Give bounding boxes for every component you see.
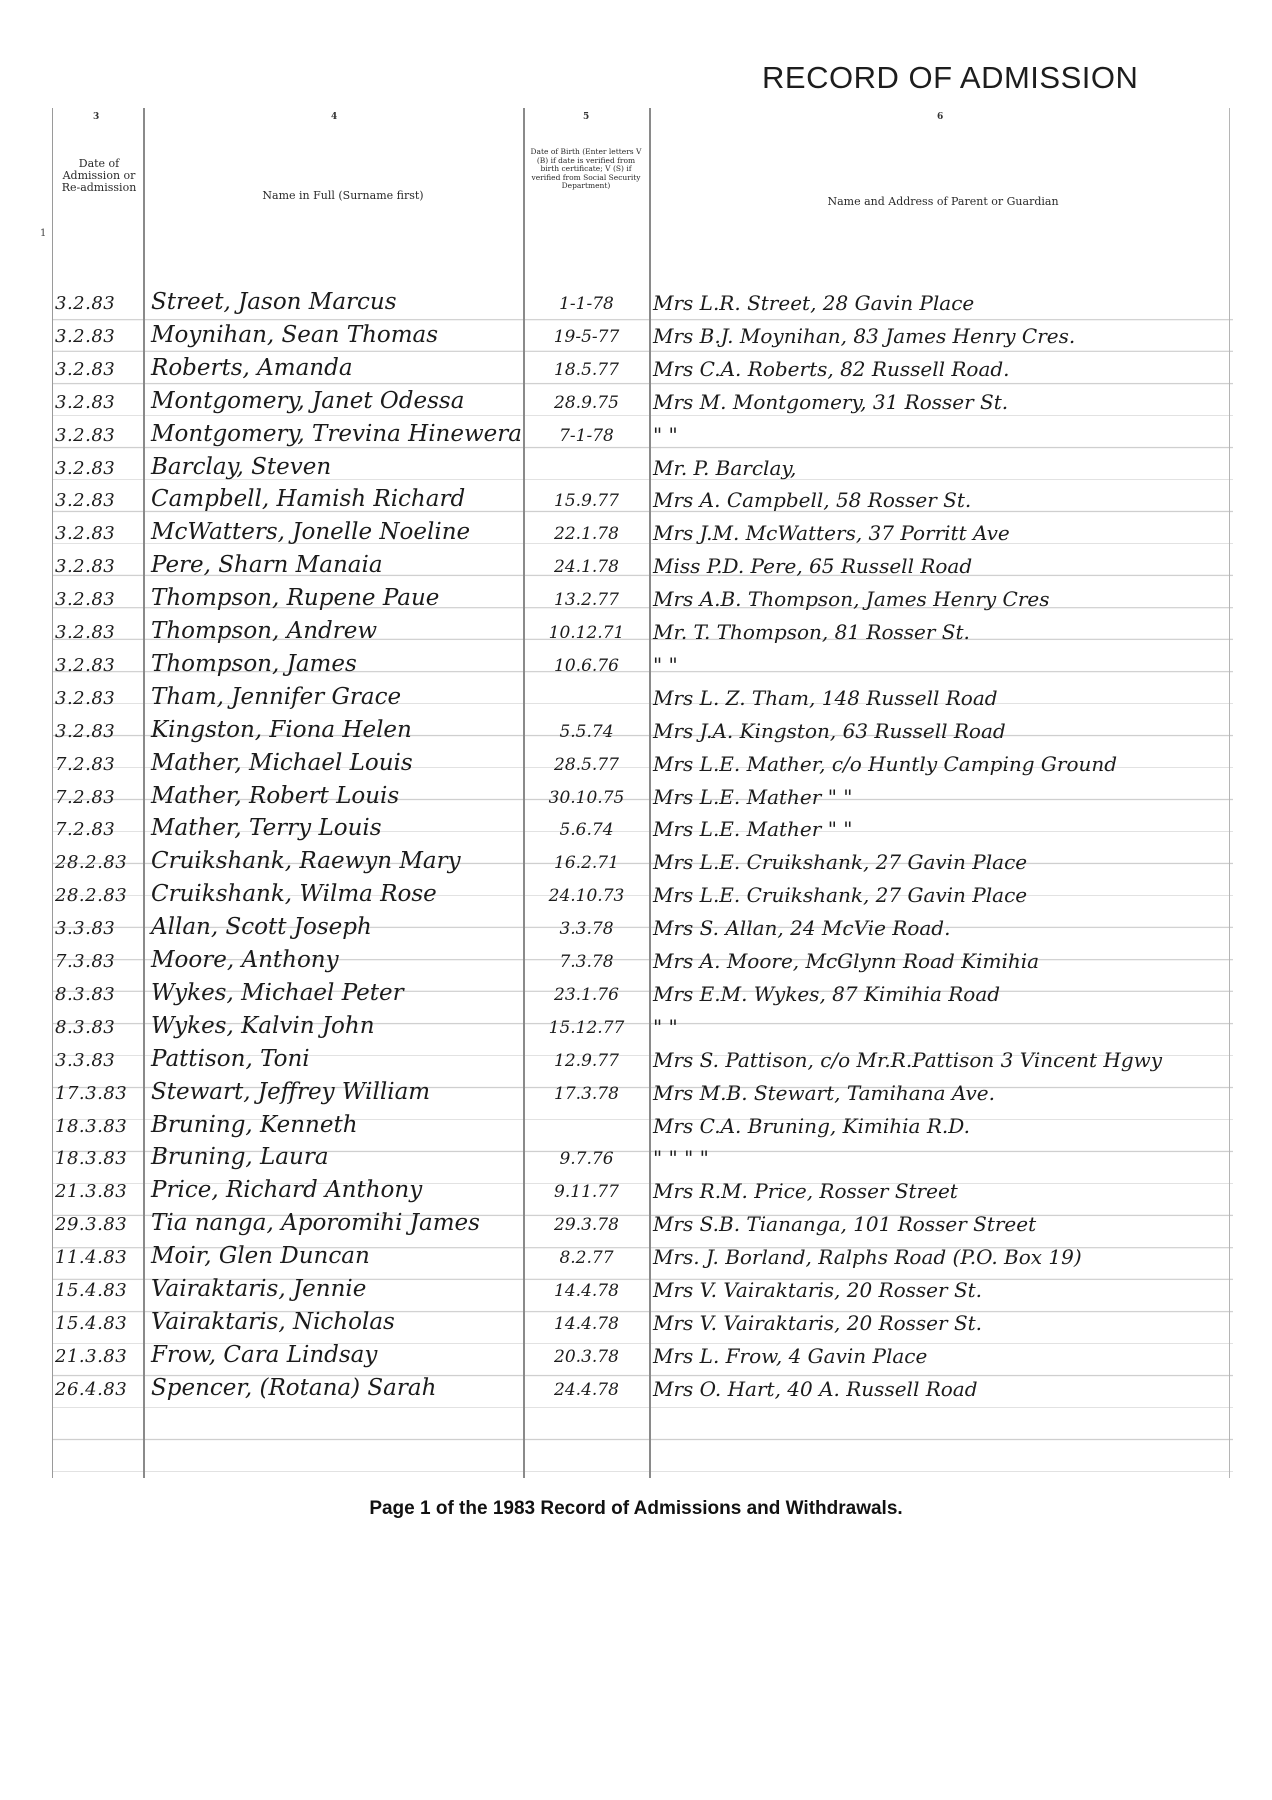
admission-date: 3.2.83 [55, 457, 116, 479]
student-name: Mather, Robert Louis [151, 782, 400, 809]
admission-date: 21.3.83 [55, 1181, 128, 1203]
admission-date: 3.2.83 [55, 490, 116, 512]
student-name: Price, Richard Anthony [151, 1177, 423, 1204]
student-name: Stewart, Jeffrey William [151, 1078, 431, 1105]
parent-guardian: Mrs M.B. Stewart, Tamihana Ave. [653, 1080, 996, 1105]
parent-guardian: Mrs V. Vairaktaris, 20 Rosser St. [653, 1310, 983, 1335]
column-number: 4 [331, 112, 338, 122]
admission-date: 28.2.83 [55, 852, 128, 874]
parent-guardian: Mrs A. Moore, McGlynn Road Kimihia [653, 949, 1040, 973]
table-row [53, 485, 1233, 518]
parent-guardian: " " [653, 1014, 678, 1039]
admission-date: 3.2.83 [55, 424, 116, 446]
student-name: Mather, Terry Louis [151, 815, 382, 842]
parent-guardian: Mrs J.M. McWatters, 37 Porritt Ave [653, 521, 1010, 546]
page-caption: Page 1 of the 1983 Record of Admissions and Withdrawals. [369, 1498, 903, 1519]
student-name: Vairaktaris, Jennie [151, 1276, 367, 1302]
admission-date: 26.4.83 [55, 1378, 128, 1400]
table-row [53, 650, 1233, 683]
admission-date: 3.2.83 [55, 556, 116, 578]
column-number: 5 [583, 112, 590, 122]
parent-guardian: Mrs L.E. Mather " " [653, 817, 853, 842]
student-name: Kingston, Fiona Helen [151, 716, 412, 743]
date-of-birth: 19-5-77 [553, 326, 620, 347]
student-name: Wykes, Kalvin John [151, 1012, 375, 1039]
parent-guardian: Mrs A. Campbell, 58 Rosser St. [653, 488, 972, 513]
date-of-birth: 20.3.78 [554, 1346, 619, 1367]
parent-guardian: Mrs L.E. Cruikshank, 27 Gavin Place [653, 850, 1028, 875]
date-of-birth: 15.9.77 [554, 491, 619, 512]
table-row [53, 782, 1233, 815]
table-row [53, 321, 1233, 354]
date-of-birth: 9.11.77 [554, 1182, 619, 1203]
table-row [53, 1374, 1233, 1407]
date-of-birth: 12.9.77 [554, 1050, 619, 1071]
admission-date: 3.3.83 [55, 918, 116, 940]
date-of-birth: 28.5.77 [554, 754, 619, 775]
date-of-birth: 14.4.78 [554, 1313, 619, 1334]
date-of-birth: 29.3.78 [554, 1215, 619, 1236]
admission-date: 11.4.83 [55, 1247, 128, 1269]
student-name: McWatters, Jonelle Noeline [151, 519, 471, 546]
parent-guardian: Mrs S. Pattison, c/o Mr.R.Pattison 3 Vincent Hgwy [653, 1047, 1163, 1072]
student-name: Moore, Anthony [151, 947, 339, 973]
student-name: Allan, Scott Joseph [151, 914, 372, 941]
table-row [53, 979, 1233, 1012]
date-of-birth: 22.1.78 [554, 524, 619, 545]
date-of-birth: 28.9.75 [554, 392, 619, 413]
admission-date: 3.2.83 [55, 325, 116, 347]
student-name: Vairaktaris, Nicholas [151, 1308, 395, 1335]
parent-guardian: " " [653, 422, 678, 447]
date-of-birth: 15.12.77 [548, 1017, 625, 1038]
student-name: Barclay, Steven [151, 453, 332, 480]
student-name: Tham, Jennifer Grace [151, 683, 402, 710]
table-row [53, 288, 1233, 321]
table-row [53, 387, 1233, 420]
table-row [53, 847, 1233, 880]
student-name: Tia nanga, Aporomihi James [151, 1210, 480, 1237]
date-of-birth: 14.4.78 [554, 1281, 619, 1301]
student-name: Street, Jason Marcus [151, 289, 397, 315]
table-row [53, 1111, 1233, 1144]
parent-guardian: Mrs R.M. Price, Rosser Street [653, 1179, 958, 1204]
parent-guardian: Mr. P. Barclay, [653, 455, 797, 480]
parent-guardian: " " " " [653, 1146, 709, 1171]
table-row [53, 1143, 1233, 1176]
admission-date: 8.3.83 [55, 983, 116, 1005]
date-of-birth: 18.5.77 [554, 359, 619, 380]
date-of-birth: 13.2.77 [554, 590, 619, 611]
parent-guardian: Mrs B.J. Moynihan, 83 James Henry Cres. [653, 323, 1076, 348]
admission-register [52, 108, 1233, 1478]
date-of-birth: 5.6.74 [559, 820, 614, 841]
student-name: Bruning, Kenneth [151, 1111, 358, 1138]
admission-date: 18.3.83 [55, 1115, 128, 1137]
parent-guardian: Mrs L. Z. Tham, 148 Russell Road [653, 685, 998, 710]
table-row [53, 880, 1233, 913]
parent-guardian: Mrs V. Vairaktaris, 20 Rosser St. [653, 1278, 983, 1302]
date-of-birth: 7.3.78 [559, 952, 614, 972]
admission-date: 3.3.83 [55, 1049, 116, 1071]
table-row [53, 584, 1233, 617]
admission-date: 15.4.83 [55, 1312, 128, 1334]
column-header-parent: Name and Address of Parent or Guardian [827, 195, 1059, 208]
student-name: Pattison, Toni [151, 1045, 310, 1072]
admission-date: 21.3.83 [55, 1345, 128, 1367]
parent-guardian: " " [653, 652, 678, 677]
parent-guardian: Mrs S. Allan, 24 McVie Road. [653, 916, 951, 941]
admission-date: 3.2.83 [55, 293, 116, 314]
admission-date: 17.3.83 [55, 1082, 128, 1104]
parent-guardian: Mrs J.A. Kingston, 63 Russell Road [653, 718, 1006, 743]
parent-guardian: Mrs. J. Borland, Ralphs Road (P.O. Box 19) [653, 1245, 1082, 1270]
parent-guardian: Mrs C.A. Bruning, Kimihia R.D. [653, 1113, 970, 1138]
admission-date: 3.2.83 [55, 654, 116, 676]
student-name: Frow, Cara Lindsay [151, 1341, 378, 1368]
table-row [53, 683, 1233, 716]
column-number: 6 [937, 112, 944, 122]
date-of-birth: 24.1.78 [554, 557, 619, 578]
table-row [53, 1176, 1233, 1209]
parent-guardian: Mrs L.E. Cruikshank, 27 Gavin Place [653, 883, 1028, 908]
parent-guardian: Mrs C.A. Roberts, 82 Russell Road. [653, 356, 1010, 381]
parent-guardian: Mrs L.E. Mather, c/o Huntly Camping Ground [653, 751, 1118, 776]
admission-date: 3.2.83 [55, 687, 116, 709]
table-row [53, 518, 1233, 551]
parent-guardian: Mr. T. Thompson, 81 Rosser St. [653, 620, 970, 644]
date-of-birth: 10.6.76 [554, 655, 619, 676]
margin-mark: 1 [40, 228, 47, 239]
student-name: Wykes, Michael Peter [151, 979, 404, 1006]
parent-guardian: Mrs E.M. Wykes, 87 Kimihia Road [653, 981, 1001, 1006]
date-of-birth: 16.2.71 [554, 853, 619, 874]
table-row [53, 1209, 1233, 1242]
student-name: Montgomery, Janet Odessa [151, 387, 465, 414]
admission-date: 7.3.83 [55, 951, 116, 972]
table-row [53, 617, 1233, 650]
student-name: Thompson, Rupene Paue [151, 585, 440, 612]
table-row [53, 453, 1233, 486]
date-of-birth: 9.7.76 [559, 1149, 614, 1170]
parent-guardian: Mrs L.E. Mather " " [653, 784, 853, 809]
admission-date: 7.2.83 [55, 786, 116, 808]
date-of-birth: 10.12.71 [548, 623, 625, 643]
date-of-birth: 8.2.77 [559, 1248, 614, 1269]
admission-date: 28.2.83 [55, 885, 128, 907]
parent-guardian: Mrs L.R. Street, 28 Gavin Place [653, 291, 975, 315]
student-name: Cruikshank, Wilma Rose [151, 881, 437, 908]
admission-date: 18.3.83 [55, 1148, 128, 1170]
admission-date: 29.3.83 [55, 1214, 128, 1236]
parent-guardian: Mrs L. Frow, 4 Gavin Place [653, 1343, 928, 1368]
table-row [53, 420, 1233, 453]
student-name: Pere, Sharn Manaia [151, 552, 383, 579]
parent-guardian: Mrs S.B. Tiananga, 101 Rosser Street [653, 1212, 1037, 1237]
admission-date: 7.2.83 [55, 753, 116, 775]
date-of-birth: 24.10.73 [548, 886, 625, 907]
student-name: Campbell, Hamish Richard [151, 486, 466, 513]
date-of-birth: 24.4.78 [554, 1379, 619, 1400]
table-row [53, 946, 1233, 979]
date-of-birth: 23.1.76 [554, 984, 619, 1005]
table-row [53, 716, 1233, 749]
student-name: Roberts, Amanda [151, 354, 353, 381]
date-of-birth: 30.10.75 [548, 787, 625, 808]
parent-guardian: Mrs M. Montgomery, 31 Rosser St. [653, 389, 1009, 414]
column-number: 3 [93, 112, 100, 122]
table-row [53, 354, 1233, 387]
table-row [53, 1275, 1233, 1308]
parent-guardian: Miss P.D. Pere, 65 Russell Road [653, 554, 973, 579]
table-row [53, 1045, 1233, 1078]
admission-date: 15.4.83 [55, 1280, 128, 1301]
student-name: Spencer, (Rotana) Sarah [151, 1374, 437, 1401]
table-row [53, 749, 1233, 782]
page-title: RECORD OF ADMISSION [762, 60, 1139, 95]
admission-date: 3.2.83 [55, 589, 116, 611]
date-of-birth: 17.3.78 [554, 1083, 619, 1104]
date-of-birth: 7-1-78 [559, 425, 614, 446]
table-row [53, 1078, 1233, 1111]
parent-guardian: Mrs A.B. Thompson, James Henry Cres [653, 587, 1050, 612]
admission-date: 3.2.83 [55, 358, 116, 380]
admission-date: 3.2.83 [55, 622, 116, 643]
student-name: Bruning, Laura [151, 1144, 329, 1171]
student-name: Moynihan, Sean Thomas [151, 321, 439, 348]
table-row [53, 814, 1233, 847]
table-row [53, 1341, 1233, 1374]
table-row [53, 1242, 1233, 1275]
student-name: Moir, Glen Duncan [151, 1243, 370, 1270]
admission-date: 8.3.83 [55, 1016, 116, 1038]
student-name: Thompson, Andrew [151, 618, 378, 644]
date-of-birth: 3.3.78 [559, 919, 614, 940]
table-row [53, 1012, 1233, 1045]
date-of-birth: 5.5.74 [559, 721, 614, 742]
admission-date: 7.2.83 [55, 819, 116, 841]
parent-guardian: Mrs O. Hart, 40 A. Russell Road [653, 1376, 978, 1401]
student-name: Thompson, James [151, 650, 357, 677]
table-row [53, 551, 1233, 584]
table-row [53, 913, 1233, 946]
student-name: Montgomery, Trevina Hinewera [151, 420, 522, 447]
student-name: Mather, Michael Louis [151, 749, 413, 776]
column-header-date-of-birth: Date of Birth (Enter letters V (B) if date is verified from birth certificate; V (S) if verified from Social Security Department) [530, 147, 642, 190]
student-name: Cruikshank, Raewyn Mary [151, 848, 461, 875]
column-header-admission-date: Date of Admission or Re-admission [61, 157, 137, 194]
admission-date: 3.2.83 [55, 720, 116, 742]
admission-date: 3.2.83 [55, 523, 116, 545]
admission-date: 3.2.83 [55, 391, 116, 413]
column-header-name: Name in Full (Surname first) [262, 189, 424, 202]
date-of-birth: 1-1-78 [559, 294, 614, 314]
table-row [53, 1308, 1233, 1341]
